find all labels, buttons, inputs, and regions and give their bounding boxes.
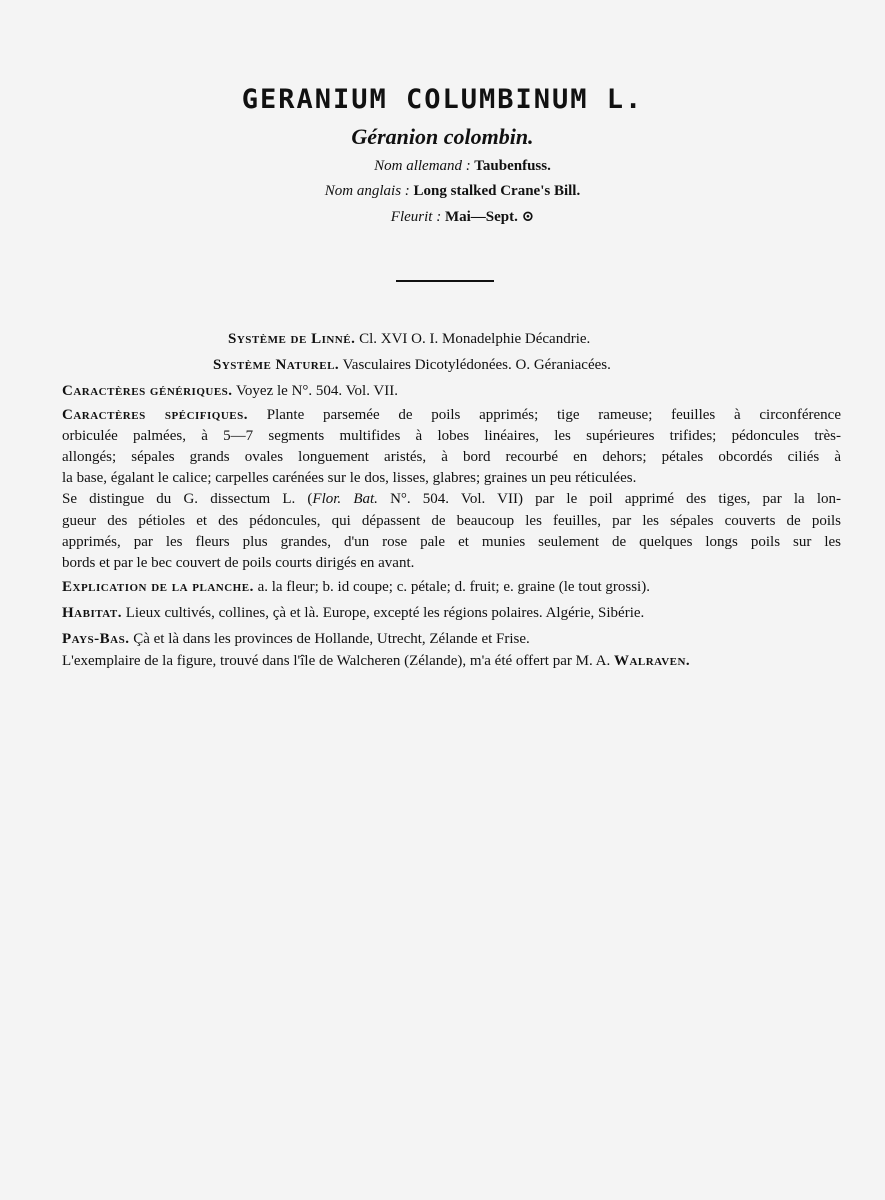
page-subtitle: Géranion colombin. xyxy=(351,124,534,149)
habitat-label: Habitat. xyxy=(62,605,122,621)
caracteres-generiques-label: Caractères génériques. xyxy=(62,383,233,399)
distingue-text-1a: Se distingue du G. dissectum L. ( xyxy=(62,491,313,507)
exemplaire-text: L'exemplaire de la figure, trouvé dans l'île de Walcheren (Zélande), m'a été offert par M. A. xyxy=(62,653,611,669)
systeme-naturel-label: Système Naturel. xyxy=(213,357,340,373)
english-name-label: Nom anglais : xyxy=(324,183,410,199)
exemplaire-name: Walraven. xyxy=(613,653,691,669)
distingue-line-1 xyxy=(62,491,841,508)
divider xyxy=(396,280,494,282)
habitat-text: Lieux cultivés, collines, çà et là. Europe, excepté les régions polaires. Algérie, Sibérie. xyxy=(125,605,645,621)
caracteres-specifiques-label: Caractères spécifiques. xyxy=(62,407,249,423)
pays-bas-text: Çà et là dans les provinces de Hollande, Utrecht, Zélande et Frise. xyxy=(133,631,530,647)
distingue-line-2: gueur des pétioles et des pédoncules, qui dépassent de beaucoup les feuilles, par les sépales couverts de poils xyxy=(62,513,841,529)
distingue-line-4: bords et par le bec couvert de poils courts dirigés en avant. xyxy=(62,555,415,571)
distingue-line-3: apprimés, par les fleurs plus grandes, d'un rose pale et munies seulement de quelques longs poils sur les xyxy=(62,534,841,550)
systeme-linne-text: Cl. XVI O. I. Monadelphie Décandrie. xyxy=(359,331,591,347)
explication xyxy=(62,579,650,596)
english-name-value: Long stalked Crane's Bill. xyxy=(413,183,581,199)
systeme-naturel-text: Vasculaires Dicotylédonées. O. Géraniacées. xyxy=(342,357,611,373)
systeme-naturel xyxy=(213,357,611,374)
systeme-linne-label: Système de Linné. xyxy=(228,331,356,347)
pays-bas-label: Pays-Bas. xyxy=(62,631,130,647)
exemplaire xyxy=(62,653,690,670)
explication-label: Explication de la planche. xyxy=(62,579,254,595)
caracteres-specifiques-line-4: la base, égalant le calice; carpelles carénées sur le dos, lisses, glabres; graines un peu réticulées. xyxy=(62,470,637,486)
german-name-label: Nom allemand : xyxy=(374,158,471,174)
flowering-label: Fleurit : xyxy=(390,209,442,225)
flor-bat-reference: Flor. Bat. xyxy=(312,491,378,507)
flowering-period xyxy=(0,207,885,226)
caracteres-specifiques-text-1: Plante parsemée de poils apprimés; tige rameuse; feuilles à circonférence xyxy=(266,407,841,423)
pays-bas xyxy=(62,631,530,648)
caracteres-generiques-text: Voyez le N°. 504. Vol. VII. xyxy=(236,383,398,399)
page-title: GERANIUM COLUMBINUM L. xyxy=(241,84,644,115)
caracteres-specifiques-line-2: orbiculée palmées, à 5—7 segments multifides à lobes linéaires, les supérieures trifides; pédoncules très- xyxy=(62,428,841,444)
german-name-value: Taubenfuss. xyxy=(474,158,551,174)
caracteres-specifiques-line-1 xyxy=(62,407,841,424)
explication-text: a. la fleur; b. id coupe; c. pétale; d. fruit; e. graine (le tout grossi). xyxy=(257,579,650,595)
german-name xyxy=(0,158,885,175)
caracteres-specifiques-line-3: allongés; sépales grands ovales longuement aristés, à bord recourbé en dehors; pétales obcordés ciliés à xyxy=(62,449,841,465)
english-name xyxy=(0,183,885,200)
distingue-text-1b: N°. 504. Vol. VII) par le poil apprimé des tiges, par la lon- xyxy=(390,491,841,507)
habitat xyxy=(62,605,644,622)
flowering-value: Mai—Sept. ⊙ xyxy=(444,209,535,225)
systeme-linne xyxy=(228,331,590,348)
caracteres-generiques xyxy=(62,383,398,400)
